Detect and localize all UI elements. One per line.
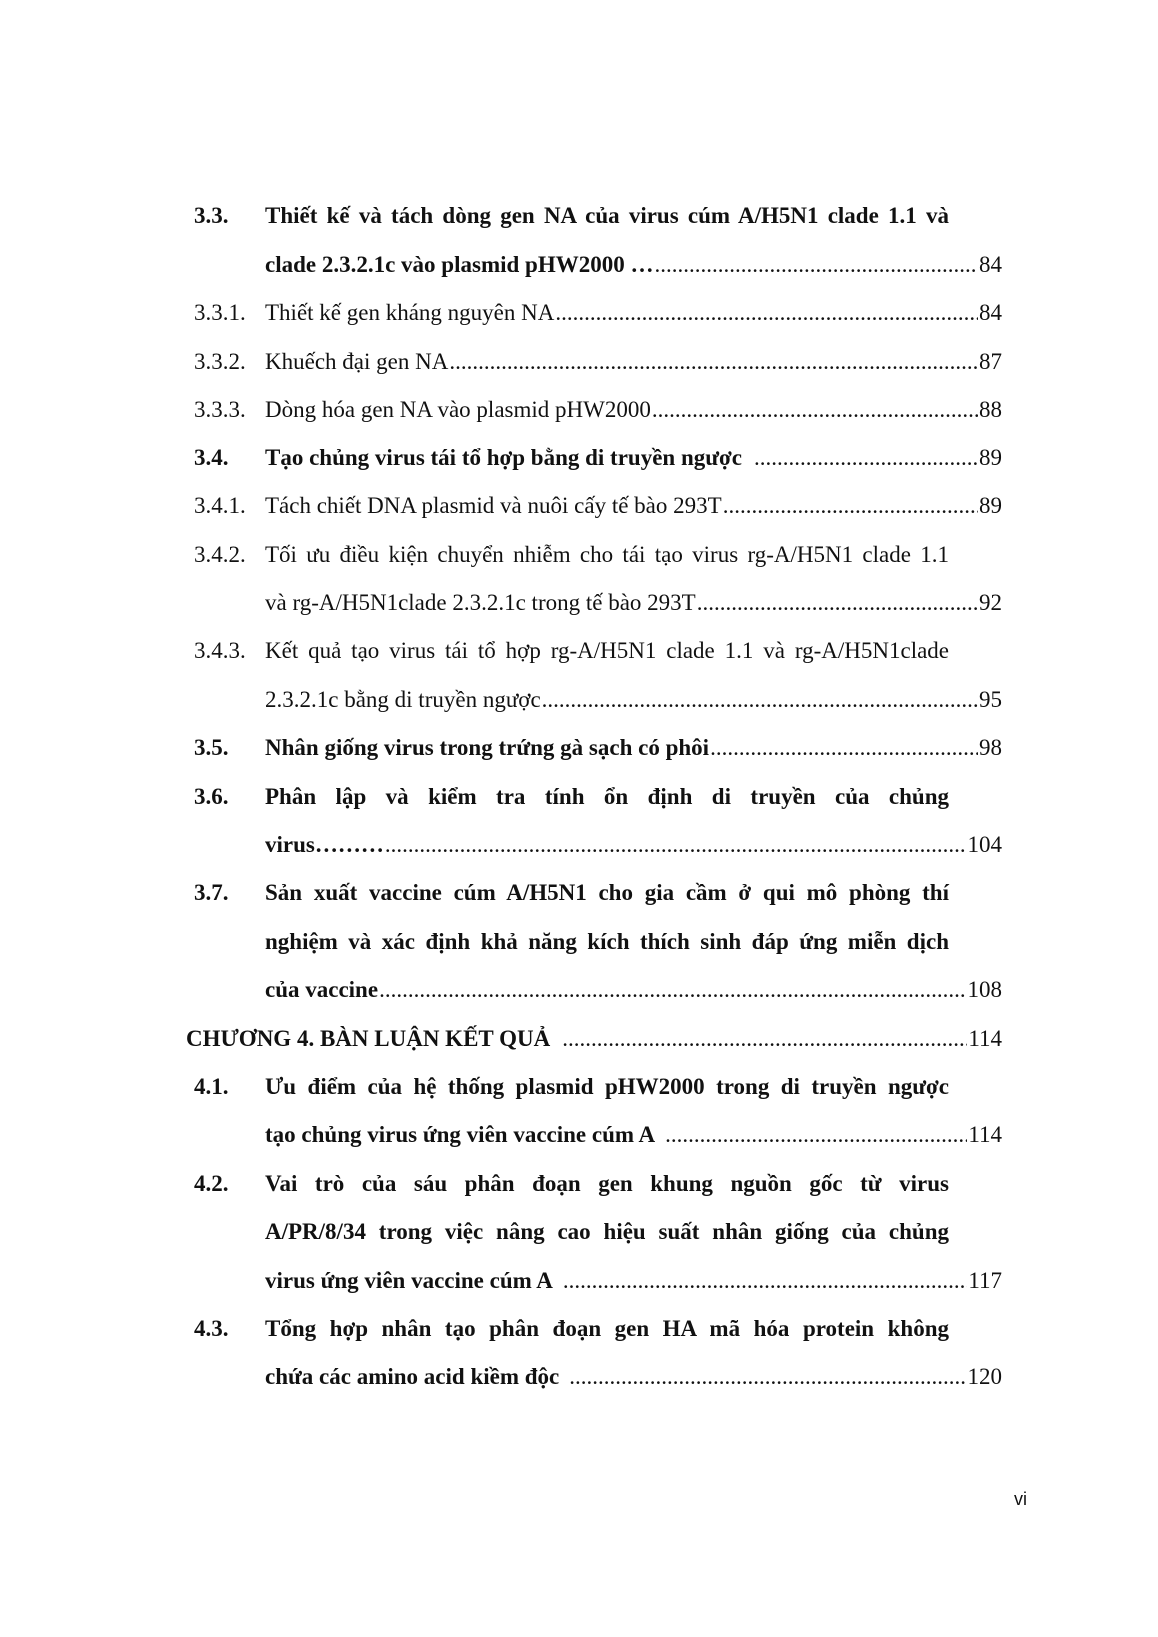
toc-page: 104 xyxy=(967,832,1002,857)
toc-title-cont: 2.3.2.1c bằng di truyền ngược xyxy=(265,687,541,712)
toc-title: Khuếch đại gen NA xyxy=(265,349,449,374)
toc-title: Vai trò của sáu phân đoạn gen khung nguồn gốc từ virus xyxy=(265,1171,949,1196)
toc-page: 117 xyxy=(968,1268,1002,1293)
toc-number: 3.3.1. xyxy=(194,300,246,325)
toc-number: 4.1. xyxy=(194,1074,229,1099)
toc-title-cont: virus ứng viên vaccine cúm A xyxy=(265,1268,553,1293)
dot-leader xyxy=(563,1256,967,1306)
toc-entry-3-7-line3[interactable] xyxy=(265,965,1002,1015)
toc-entry-4-1-line1[interactable] xyxy=(0,1062,1158,1112)
dot-leader xyxy=(723,481,978,531)
toc-number: 3.4.2. xyxy=(194,542,246,567)
toc-page: 84 xyxy=(979,300,1002,325)
toc-entry-3-4-3-line2[interactable] xyxy=(265,675,1002,725)
toc-entry-3-4-2-line2[interactable] xyxy=(265,578,1002,628)
toc-title: Nhân giống virus trong trứng gà sạch có phôi xyxy=(265,735,710,760)
dot-leader xyxy=(555,288,978,338)
toc-page: 88 xyxy=(979,397,1002,422)
toc-page: 114 xyxy=(968,1122,1002,1147)
toc-title-cont: và rg-A/H5N1clade 2.3.2.1c trong tế bào 293T xyxy=(265,590,696,615)
toc-title-cont: của vaccine xyxy=(265,977,379,1002)
toc-entry-3-4-2-line1[interactable] xyxy=(0,530,1158,580)
page-number: vi xyxy=(1014,1489,1027,1509)
toc-page: 114 xyxy=(968,1026,1002,1051)
toc-title: Dòng hóa gen NA vào plasmid pHW2000 xyxy=(265,397,651,422)
toc-entry-3-5[interactable] xyxy=(0,723,1158,773)
toc-number: 3.4. xyxy=(194,445,229,470)
toc-title: Tách chiết DNA plasmid và nuôi cấy tế bào 293T xyxy=(265,493,722,518)
dot-leader xyxy=(654,240,978,290)
toc-entry-3-6-line1[interactable] xyxy=(0,772,1158,822)
toc-page: 84 xyxy=(979,252,1002,277)
toc-entry-3-7-line2[interactable] xyxy=(0,917,1158,967)
toc-entry-3-4[interactable] xyxy=(0,433,1158,483)
toc-entry-3-7-line1[interactable] xyxy=(0,868,1158,918)
toc-title: Ưu điểm của hệ thống plasmid pHW2000 trong di truyền ngược xyxy=(265,1074,949,1099)
toc-number: 3.3. xyxy=(194,203,229,228)
toc-entry-3-3-line2[interactable] xyxy=(265,240,1002,290)
toc-entry-4-2-line3[interactable] xyxy=(265,1256,1002,1306)
toc-title: Thiết kế và tách dòng gen NA của virus cúm A/H5N1 clade 1.1 và xyxy=(265,203,949,228)
toc-entry-3-6-line2[interactable] xyxy=(265,820,1002,870)
toc-number: 4.2. xyxy=(194,1171,229,1196)
toc-entry-4-1-line2[interactable] xyxy=(265,1110,1002,1160)
toc-title-cont: tạo chủng virus ứng viên vaccine cúm A xyxy=(265,1122,656,1147)
dot-leader xyxy=(385,820,967,870)
toc-page: 108 xyxy=(967,977,1002,1002)
dot-leader xyxy=(569,1352,966,1402)
toc-entry-chapter-4[interactable] xyxy=(186,1014,1002,1064)
toc-entry-3-3-3[interactable] xyxy=(0,385,1158,435)
toc-page: 87 xyxy=(979,349,1002,374)
toc-page: 95 xyxy=(979,687,1002,712)
toc-number: 3.3.3. xyxy=(194,397,246,422)
toc-entry-3-4-3-line1[interactable] xyxy=(0,626,1158,676)
toc-title: Phân lập và kiểm tra tính ổn định di truyền của chủng xyxy=(265,784,949,809)
toc-number: 3.7. xyxy=(194,880,229,905)
dot-leader xyxy=(652,385,978,435)
toc-number: 3.4.3. xyxy=(194,638,246,663)
dot-leader xyxy=(562,1014,967,1064)
toc-title-cont: virus……… xyxy=(265,832,384,857)
toc-title-cont: chứa các amino acid kiềm độc xyxy=(265,1364,560,1389)
dot-leader xyxy=(542,675,978,725)
dot-leader xyxy=(710,723,978,773)
toc-title: Kết quả tạo virus tái tổ hợp rg-A/H5N1 clade 1.1 và rg-A/H5N1clade xyxy=(265,638,949,663)
toc-page: 92 xyxy=(979,590,1002,615)
toc-entry-3-4-1[interactable] xyxy=(0,481,1158,531)
toc-page: 98 xyxy=(979,735,1002,760)
toc-page: 89 xyxy=(979,445,1002,470)
toc-title-cont: A/PR/8/34 trong việc nâng cao hiệu suất nhân giống của chủng xyxy=(265,1219,949,1244)
toc-title-cont: clade 2.3.2.1c vào plasmid pHW2000 … xyxy=(265,252,654,277)
toc-title: Tạo chủng virus tái tổ hợp bằng di truyền ngược xyxy=(265,445,743,470)
toc-title: Tổng hợp nhân tạo phân đoạn gen HA mã hóa protein không xyxy=(265,1316,949,1341)
toc-title-cont: nghiệm và xác định khả năng kích thích sinh đáp ứng miễn dịch xyxy=(265,929,949,954)
toc-page: 89 xyxy=(979,493,1002,518)
dot-leader xyxy=(697,578,978,628)
dot-leader xyxy=(379,965,966,1015)
dot-leader xyxy=(449,337,978,387)
toc-number: 3.5. xyxy=(194,735,229,760)
chapter-title: CHƯƠNG 4. BÀN LUẬN KẾT QUẢ xyxy=(186,1026,551,1051)
toc-number: 3.6. xyxy=(194,784,229,809)
toc-number: 3.3.2. xyxy=(194,349,246,374)
toc-entry-3-3-1[interactable] xyxy=(0,288,1158,338)
toc-entry-3-3-line1[interactable] xyxy=(0,191,1158,241)
dot-leader xyxy=(665,1110,967,1160)
toc-number: 4.3. xyxy=(194,1316,229,1341)
toc-title: Thiết kế gen kháng nguyên NA xyxy=(265,300,555,325)
toc-entry-4-2-line2[interactable] xyxy=(0,1207,1158,1257)
toc-title: Tối ưu điều kiện chuyển nhiễm cho tái tạo virus rg-A/H5N1 clade 1.1 xyxy=(265,542,949,567)
toc-page: 120 xyxy=(967,1364,1002,1389)
toc-number: 3.4.1. xyxy=(194,493,246,518)
toc-entry-3-3-2[interactable] xyxy=(0,337,1158,387)
dot-leader xyxy=(754,433,978,483)
toc-entry-4-3-line1[interactable] xyxy=(0,1304,1158,1354)
toc-entry-4-2-line1[interactable] xyxy=(0,1159,1158,1209)
toc-entry-4-3-line2[interactable] xyxy=(265,1352,1002,1402)
toc-title: Sản xuất vaccine cúm A/H5N1 cho gia cầm ở qui mô phòng thí xyxy=(265,880,949,905)
